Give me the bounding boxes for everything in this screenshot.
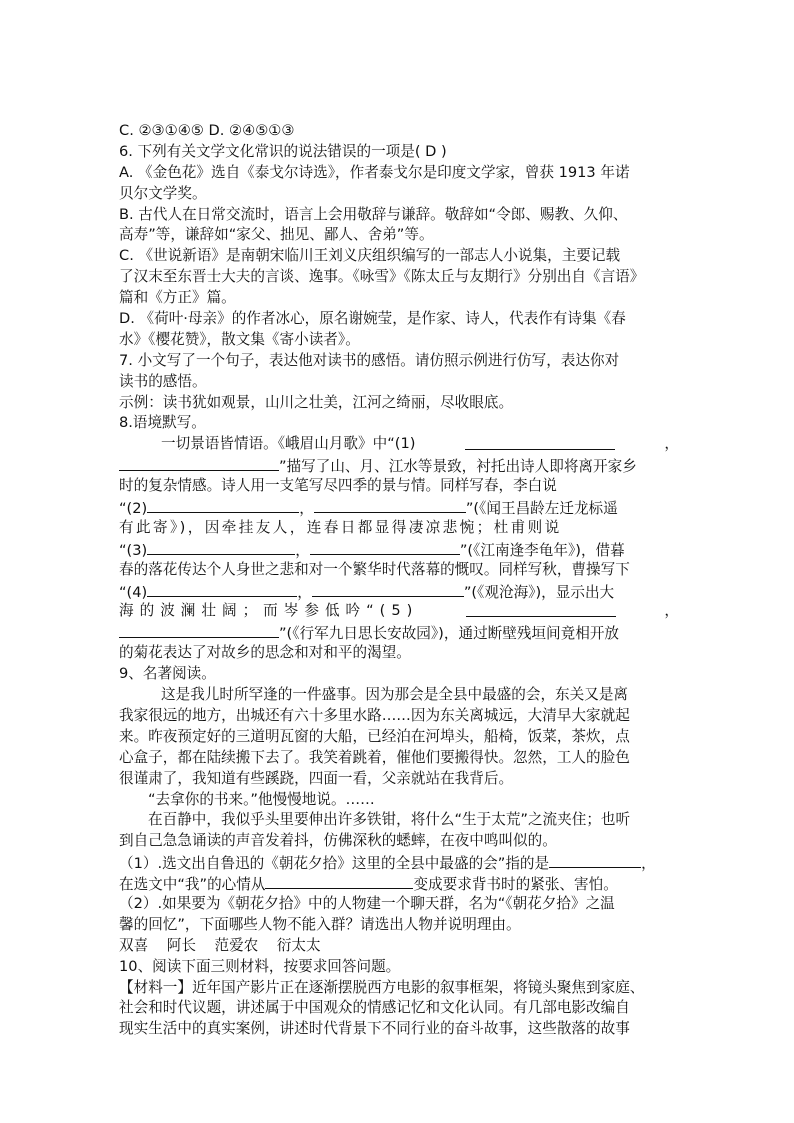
q9-passage-line3: 来。昨夜预定好的三道明瓦窗的大船，已经泊在河埠头，船椅，饭菜，茶炊，点 bbox=[119, 727, 630, 745]
q6-option-a-line2: 贝尔文学奖。 bbox=[119, 184, 207, 202]
blank-1b[interactable] bbox=[119, 455, 279, 471]
q8-heading: 8.语境默写。 bbox=[119, 414, 206, 432]
document-page bbox=[119, 121, 679, 1040]
q6-option-d-line2: 水》《樱花赞》，散文集《寄小读者》。 bbox=[119, 330, 360, 348]
q7-stem-line1: 7. 小文写了一个句子，表达他对读书的感悟。请仿照示例进行仿写，表达你对 bbox=[119, 351, 620, 369]
q8-para-line4 bbox=[119, 497, 679, 518]
blank-5a[interactable] bbox=[466, 601, 616, 617]
q8-text: ”(《江南逢李龟年》)，借暮 bbox=[459, 541, 625, 559]
q8-para-line6 bbox=[119, 539, 679, 560]
blank-3b[interactable] bbox=[310, 539, 460, 555]
q6-option-c-line2: 了汉末至东晋士大夫的言谈、逸事。《咏雪》《陈太丘与友期行》分别出自《言语》 bbox=[119, 268, 645, 286]
q6-option-c-line3: 篇和《方正》篇。 bbox=[119, 289, 236, 307]
q7-stem-line2: 读书的感悟。 bbox=[119, 372, 207, 390]
q9-sub2-line2: 馨的回忆”，下面哪些人物不能入群？请选出人物并说明理由。 bbox=[119, 915, 521, 933]
q8-para-line7: 春的落花传达个人身世之悲和对一个繁华时代落幕的慨叹。同样写秋，曹操写下 bbox=[119, 560, 630, 578]
blank-2a[interactable] bbox=[147, 497, 299, 513]
q6-option-d-line1: D. 《荷叶·母亲》的作者冰心，原名谢婉莹，是作家、诗人，代表作有诗集《春 bbox=[119, 310, 626, 328]
q6-option-a-line1: A. 《金色花》选自《泰戈尔诗选》，作者泰戈尔是印度文学家，曾获 1913 年诺 bbox=[119, 163, 630, 181]
q9-passage-line4: 心盒子，都在陆续搬下去了。我笑着跳着，催他们要搬得快。忽然，工人的脸色 bbox=[119, 748, 630, 766]
q8-para-line1 bbox=[119, 434, 679, 455]
q8-text: ”描写了山、月、江水等景致，衬托出诗人即将离开家乡 bbox=[279, 458, 637, 476]
q9-sub2-line1: （2）.如果要为《朝花夕拾》中的人物建一个聊天群，名为“《朝花夕拾》之温 bbox=[119, 894, 615, 912]
q7-example: 示例：读书犹如观景，山川之壮美，江河之绮丽，尽收眼底。 bbox=[119, 393, 514, 411]
q6-stem: 6. 下列有关文学文化常识的说法错误的一项是( D ) bbox=[119, 142, 447, 160]
q8-para-line8 bbox=[119, 581, 679, 602]
q9-passage-line5: 很谨肃了，我知道有些蹊跷，四面一看，父亲就站在我背后。 bbox=[119, 769, 514, 787]
q5-options-cd: C. ②③①④⑤ D. ②④⑤①③ bbox=[119, 122, 295, 139]
q8-text: ， bbox=[664, 602, 679, 620]
q9-passage-line1: 这是我儿时所罕逢的一件盛事。因为那会是全县中最盛的会，东关又是离 bbox=[161, 686, 629, 704]
q10-material1-line3: 现实生活中的真实案例，讲述时代背景下不同行业的奋斗故事，这些散落的故事 bbox=[119, 1020, 630, 1038]
blank-q9-2[interactable] bbox=[265, 873, 413, 889]
q6-option-c-line1: C. 《世说新语》是南朝宋临川王刘义庆组织编写的一部志人小说集，主要记载 bbox=[119, 247, 621, 265]
blank-2b[interactable] bbox=[314, 497, 466, 513]
blank-q9-1[interactable] bbox=[549, 852, 641, 868]
q8-para-line5 bbox=[119, 518, 679, 539]
q8-text: ”(《观沧海》)，显示出大 bbox=[463, 583, 615, 601]
q9-characters: 双喜 阿长 范爱农 衍太太 bbox=[119, 936, 321, 954]
q9-passage-line2: 我家很远的地方，出城还有六十多里水路……因为东关离城远，大清早大家就起 bbox=[119, 706, 630, 724]
q9-passage-line8: 到自己急急诵读的声音发着抖，仿佛深秋的蟋蟀，在夜中鸣叫似的。 bbox=[119, 832, 557, 850]
blank-4b[interactable] bbox=[312, 581, 464, 597]
blank-1a[interactable] bbox=[465, 434, 615, 450]
q8-text: ， bbox=[295, 541, 310, 559]
q8-text: “(4) bbox=[119, 583, 148, 601]
blank-4a[interactable] bbox=[147, 581, 297, 597]
blank-5b[interactable] bbox=[119, 622, 279, 638]
q8-text: ”(《闻王昌龄左迁龙标遥 bbox=[465, 500, 618, 518]
q8-text: “(2) bbox=[119, 500, 148, 518]
q10-material1-line2: 社会和时代议题，讲述属于中国观众的情感记忆和文化认同。有几部电影改编自 bbox=[119, 999, 630, 1017]
q8-text: 海的波澜壮阔；而岑参低吟“(5) bbox=[119, 602, 419, 620]
q9-sub1-line1 bbox=[119, 852, 679, 873]
q9-passage-line7: 在百静中，我似乎头里要伸出许多铁钳，将什么“生于太荒”之流夹住；也听 bbox=[148, 811, 631, 829]
q8-text: ， bbox=[664, 435, 679, 453]
q9-text: ， bbox=[641, 855, 656, 873]
q9-sub1-line2 bbox=[119, 873, 679, 894]
q8-para-line3: 时的复杂情感。诗人用一支笔写尽四季的景与情。同样写春，李白说 bbox=[119, 477, 557, 495]
q8-para-line11: 的菊花表达了对故乡的思念和对和平的渴望。 bbox=[119, 644, 411, 662]
q8-text: 一切景语皆情语。《峨眉山月歌》中“(1) bbox=[161, 435, 416, 453]
q9-text: 在选文中“我”的心情从 bbox=[119, 876, 266, 894]
q6-option-b-line1: B. 古代人在日常交流时，语言上会用敬辞与谦辞。敬辞如“令郎、赐教、久仰、 bbox=[119, 205, 628, 223]
q10-heading: 10、阅读下面三则材料，按要求回答问题。 bbox=[119, 957, 401, 975]
q8-text: ， bbox=[297, 583, 312, 601]
q9-text: 变成要求背书时的紧张、害怕。 bbox=[413, 876, 618, 894]
q8-para-line10 bbox=[119, 622, 679, 643]
q9-text: （1）.选文出自鲁迅的《朝花夕拾》这里的全县中最盛的会”指的是 bbox=[119, 855, 550, 873]
q8-text: ， bbox=[299, 500, 314, 518]
q9-heading: 9、名著阅读。 bbox=[119, 665, 216, 683]
q6-option-b-line2: 高寿”等，谦辞如“家父、拙见、鄙人、舍弟”等。 bbox=[119, 226, 434, 244]
q8-para-line9 bbox=[119, 601, 679, 622]
q8-text: 有此寄》)，因牵挂友人，连春日都显得凄凉悲惋；杜甫则说 bbox=[119, 518, 562, 536]
q8-text: “(3) bbox=[119, 541, 148, 559]
q10-material1-line1: 【材料一】近年国产影片正在逐渐摆脱西方电影的叙事框架，将镜头聚焦到家庭、 bbox=[119, 978, 645, 996]
q8-para-line2 bbox=[119, 455, 679, 476]
blank-3a[interactable] bbox=[147, 539, 295, 555]
q8-text: ”(《行军九日思长安故园》)，通过断壁残垣间竟相开放 bbox=[279, 625, 620, 643]
q9-passage-line6: “去拿你的书来。”他慢慢地说。…… bbox=[148, 790, 375, 808]
